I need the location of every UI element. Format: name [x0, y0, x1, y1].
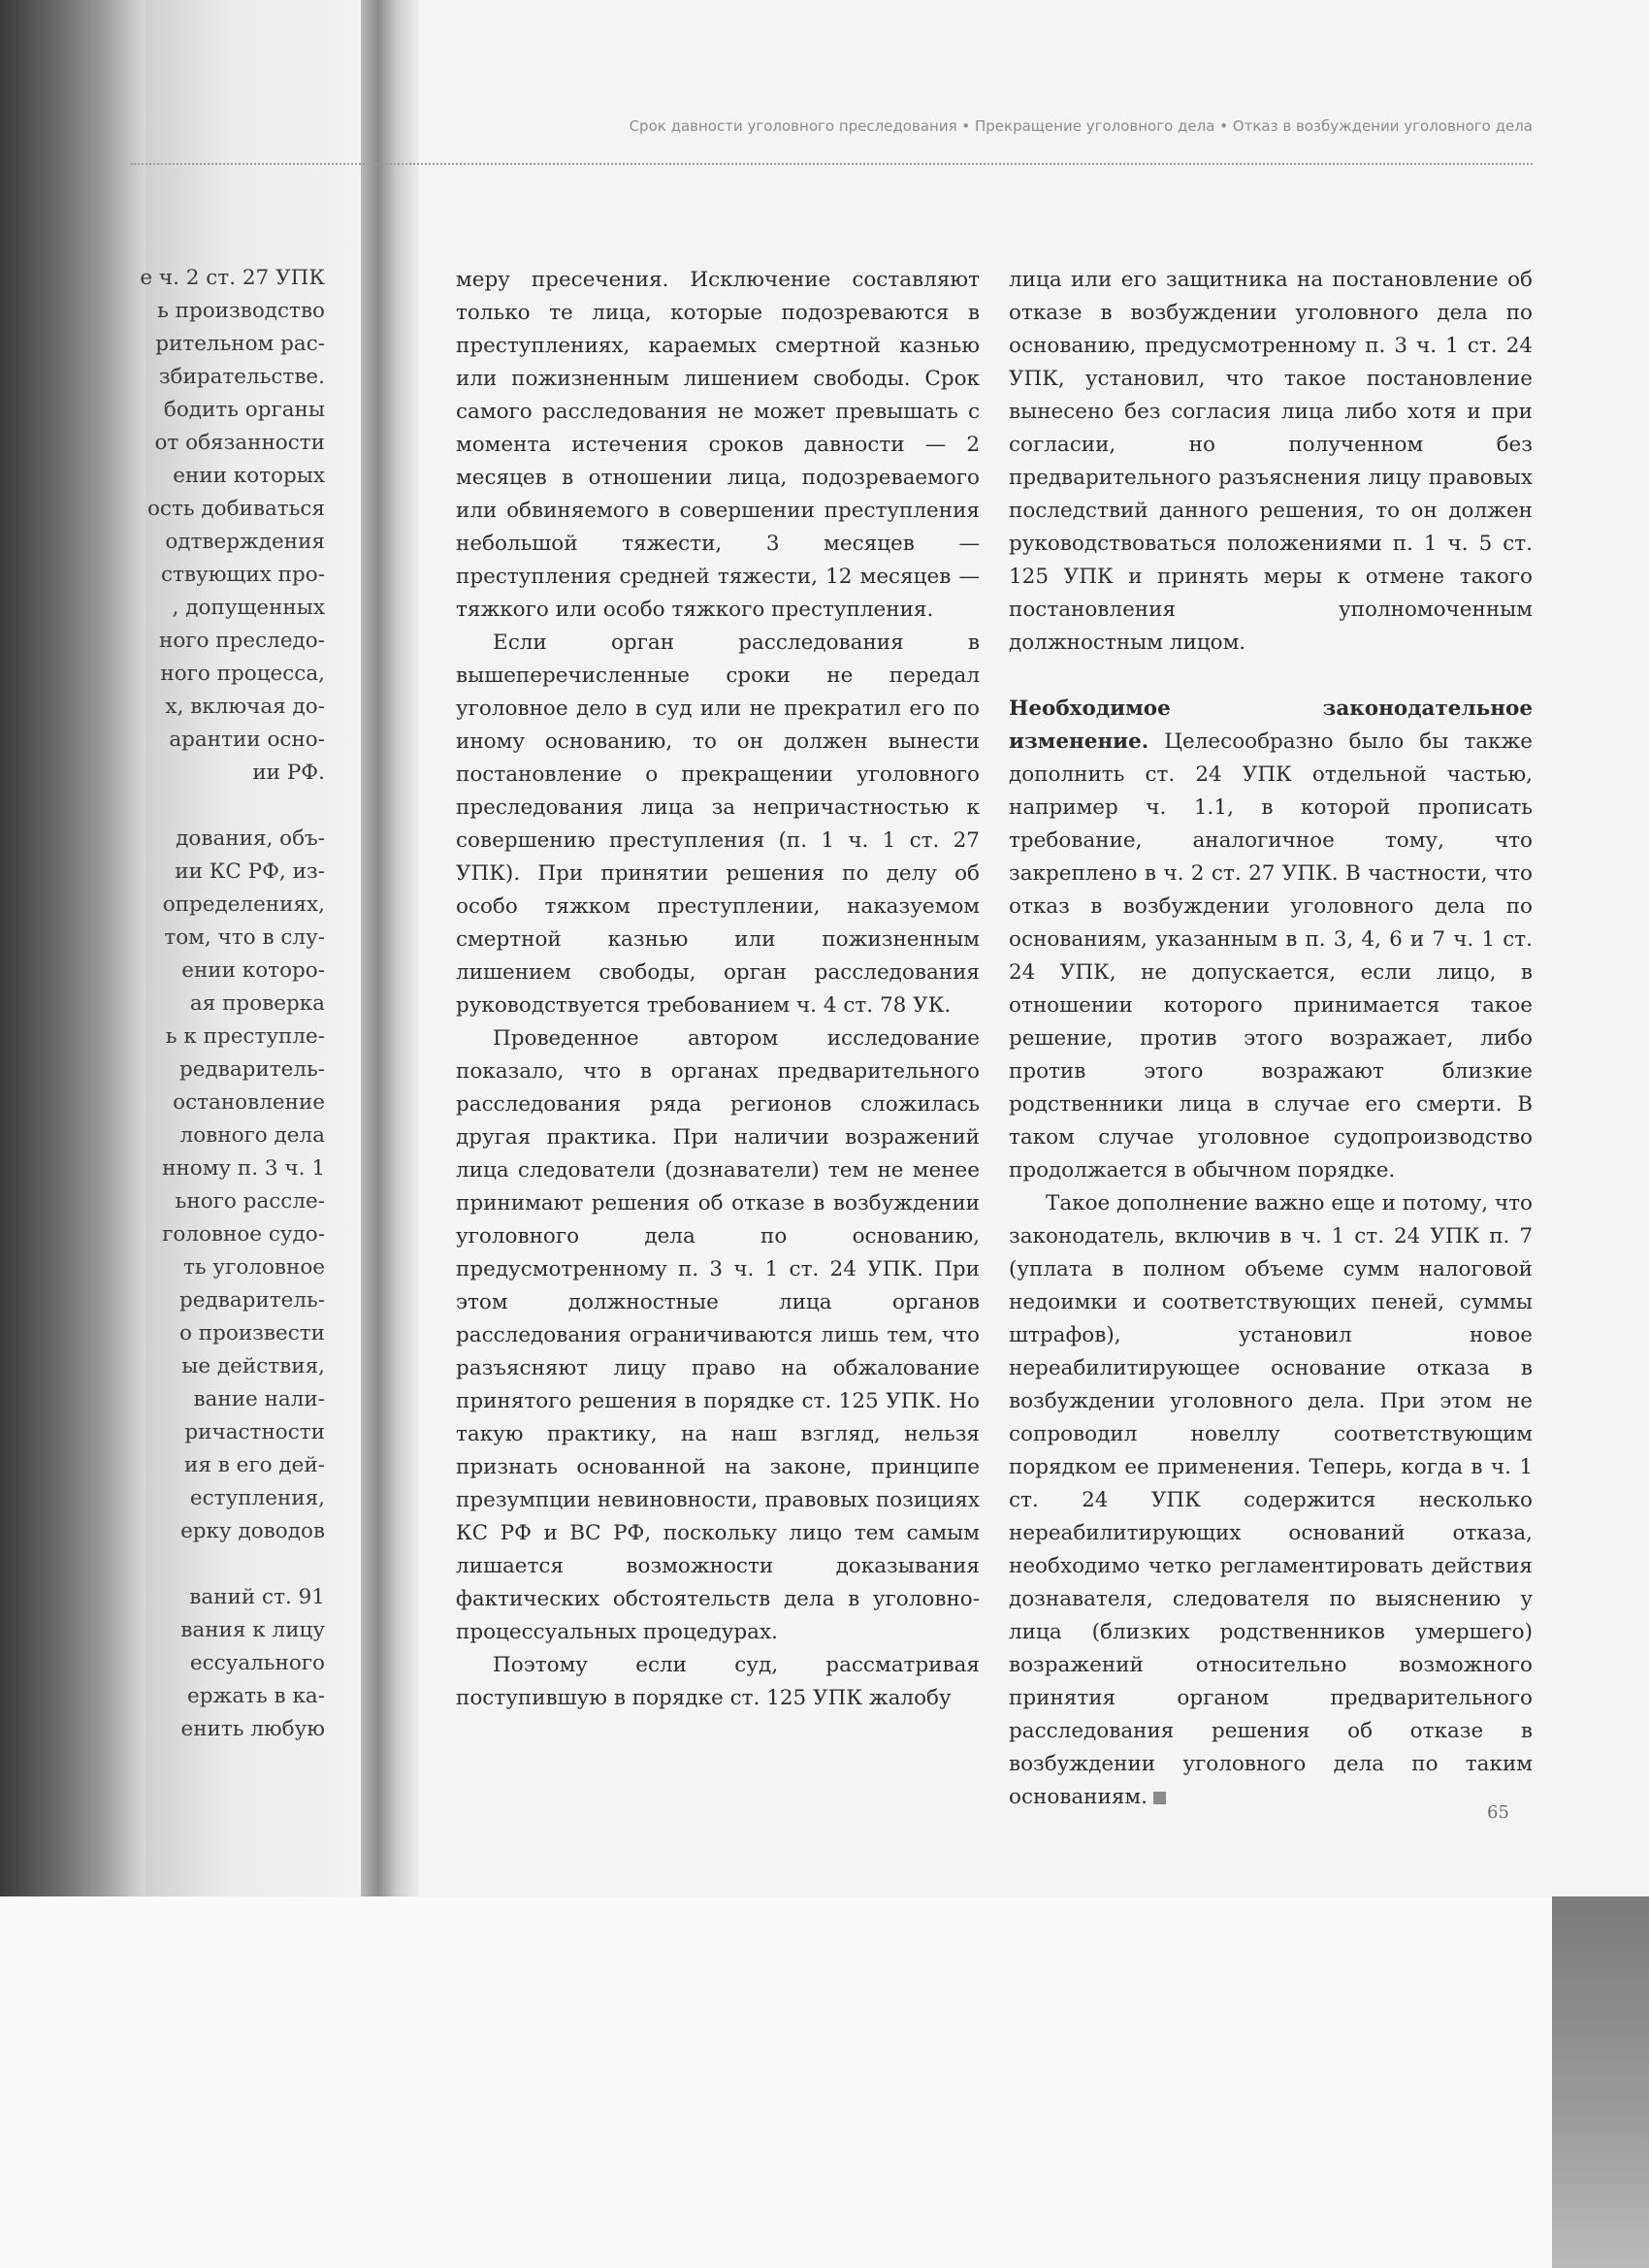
fragment-line: рительном рас-: [155, 332, 325, 356]
paragraph-body: Целесообразно было бы также дополнить ст. 24 УПК отдельной частью, например ч. 1.1, в которой прописать требование, аналогичное тому, что закреплено в ч. 2 ст. 27 УПК. В частности, что отказ в возбуждении уголовного дела по основаниям, указанным в п. 3, 4, 6 и 7 ч. 1 ст. 24 УПК, не допускается, если лицо, в отношении которого принимается такое решение, против этого возражает, либо против этого возражают близкие родственники лица в случае его смерти. В таком случае уголовное судопроизводство продолжается в обычном порядке.: [1009, 729, 1533, 1183]
scanner-bed: [0, 1896, 1649, 2268]
section-lead: Необходимое законодательное изменение.: [1009, 697, 1533, 754]
fragment-line: редваритель-: [179, 1057, 325, 1082]
paragraph-body: Такое дополнение важно еще и потому, что законодатель, включив в ч. 1 ст. 24 УПК п. 7 (уплата в полном объеме сумм налоговой недоимки и соответствующих пеней, суммы штрафов), установил новое нереабилитирующее основание отказа в возбуждении уголовного дела. При этом не сопроводил новеллу соответствующим порядком ее применения. Теперь, когда в ч. 1 ст. 24 УПК содержится несколько нереабилитирующих оснований отказа, необходимо четко регламентировать действия дознавателя, следователя по выяснению у лица (близких родственников умершего) возражений относительно возможного принятия органом предварительного расследования решения об отказе в возбуждении уголовного дела по таким основаниям.: [1009, 1191, 1533, 1809]
fragment-line: е ч. 2 ст. 27 УПК: [140, 266, 325, 290]
line-gap: [116, 790, 325, 823]
paragraph: лица или его защитника на постановление об отказе в возбуждении уголовного дела по основанию, предусмотренному п. 3 ч. 1 ст. 24 УПК, установил, что такое постановление вынесено без согласия лица либо хотя и при согласии, но полученном без предварительного разъяснения лицу правовых последствий данного решения, то он должен руководствоваться положениями п. 1 ч. 5 ст. 125 УПК и принять меры к отмене такого постановления уполномоченным должностным лицом.: [1009, 268, 1533, 655]
fragment-line: нному п. 3 ч. 1: [162, 1156, 325, 1181]
end-of-article-mark: [1153, 1792, 1166, 1804]
fragment-line: ствующих про-: [161, 563, 325, 587]
fragment-line: ьного рассле-: [175, 1189, 325, 1214]
fragment-line: ии КС РФ, из-: [175, 859, 325, 884]
fragment-line: еступления,: [189, 1486, 325, 1510]
paragraph: Проведенное автором исследование показало, что в органах предварительного расследования ряда регионов сложилась другая практика. При наличии возражений лица следователи (дознаватели) тем не менее принимают решения об отказе в возбуждении уголовного дела по основанию, предусмотренному п. 3 ч. 1 ст. 24 УПК. При этом должностные лица органов расследования ограничиваются лишь тем, что разъясняют лицу право на обжалование принятого решения в порядке ст. 125 УПК. Но такую практику, на наш взгляд, нельзя признать основанной на законе, принципе презумпции невиновности, правовых позициях КС РФ и ВС РФ, поскольку лицо тем самым лишается возможности доказывания фактических обстоятельств дела в уголовно-процессуальных процедурах.: [456, 1026, 980, 1644]
right-column: [1009, 264, 1533, 1814]
header-dotted-rule: [131, 163, 1533, 165]
middle-column: [456, 264, 980, 1715]
fragment-line: ь к преступле-: [165, 1024, 325, 1049]
fragment-line: , допущенных: [172, 596, 325, 620]
fragment-line: дования, объ-: [176, 826, 325, 851]
paragraph: Поэтому если суд, рассматривая поступившую в порядке ст. 125 УПК жалобу: [456, 1653, 980, 1710]
fragment-line: арантии осно-: [169, 728, 325, 752]
fragment-line: ессуального: [189, 1651, 325, 1675]
fragment-line: ость добиваться: [146, 497, 325, 521]
fragment-line: ь производство: [157, 299, 325, 323]
fragment-line: енить любую: [180, 1717, 325, 1741]
fragment-line: ерку доводов: [180, 1519, 325, 1543]
fragment-line: ении которых: [173, 464, 325, 488]
fragment-line: ении которо-: [181, 958, 325, 983]
paragraph-spacer: [1009, 660, 1533, 693]
scanner-edge: [1552, 1896, 1649, 2268]
paragraph: [1009, 1187, 1533, 1814]
fragment-line: бодить органы: [163, 398, 325, 422]
fragment-line: ловного дела: [179, 1123, 325, 1148]
fragment-line: ые действия,: [181, 1354, 325, 1378]
fragment-line: от обязанности: [154, 431, 325, 455]
fragment-line: определениях,: [162, 892, 325, 917]
fragment-line: збирательстве.: [158, 365, 325, 389]
fragment-line: редваритель-: [179, 1288, 325, 1312]
fragment-line: ержать в ка-: [187, 1684, 325, 1708]
paragraph: [1009, 693, 1533, 1187]
fragment-line: головное судо-: [162, 1222, 325, 1247]
fragment-line: ного процесса,: [160, 662, 325, 686]
fragment-line: вания к лицу: [180, 1618, 325, 1642]
fragment-line: вание нали-: [193, 1387, 325, 1411]
running-head: Срок давности уголовного преследования • Прекращение уголовного дела • Отказ в возбуждении уголовного дела: [629, 117, 1533, 135]
fragment-line: о произвести: [179, 1321, 325, 1345]
left-page-fragment: [116, 262, 325, 1746]
fragment-line: остановление: [173, 1090, 325, 1115]
fragment-line: одтверждения: [165, 530, 325, 554]
fragment-line: ного преследо-: [158, 629, 325, 653]
line-gap: [116, 1548, 325, 1581]
fragment-line: том, что в слу-: [164, 925, 325, 950]
paragraph: меру пресечения. Исключение составляют только те лица, которые подозреваются в преступлениях, караемых смертной казнью или пожизненным лишением свободы. Срок самого расследования не может превышать с момента истечения сроков давности — 2 месяцев в отношении лица, подозреваемого или обвиняемого в совершении преступления небольшой тяжести, 3 месяцев — преступления средней тяжести, 12 месяцев — тяжкого или особо тяжкого преступления.: [456, 268, 980, 622]
page-number: 65: [1487, 1802, 1509, 1823]
fragment-line: ваний ст. 91: [189, 1585, 325, 1609]
paragraph: Если орган расследования в вышеперечисленные сроки не передал уголовное дело в суд или не прекратил его по иному основанию, то он должен вынести постановление о прекращении уголовного преследования лица за непричастностью к совершению преступления (п. 1 ч. 1 ст. 27 УПК). При принятии решения по делу об особо тяжком преступлении, наказуемом смертной казнью или пожизненным лишением свободы, орган расследования руководствуется требованием ч. 4 ст. 78 УК.: [456, 631, 980, 1018]
fragment-line: ая проверка: [189, 991, 325, 1016]
fragment-line: х, включая до-: [165, 695, 325, 719]
book-gutter: [361, 0, 419, 1896]
fragment-line: ть уголовное: [183, 1255, 325, 1280]
fragment-line: ричастности: [184, 1420, 325, 1444]
fragment-line: ия в его дей-: [184, 1453, 325, 1477]
fragment-line: ии РФ.: [252, 761, 325, 785]
